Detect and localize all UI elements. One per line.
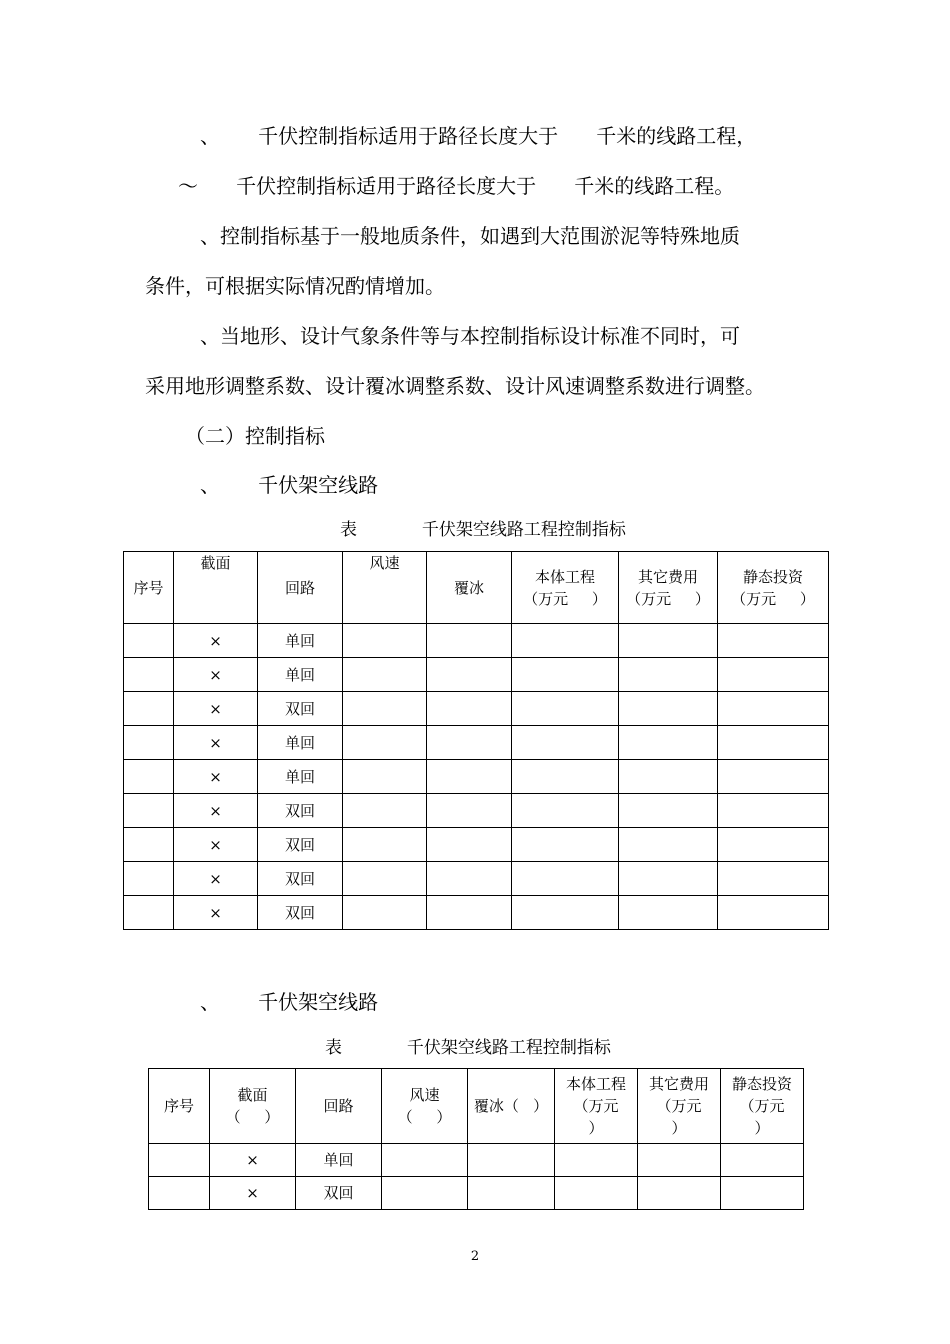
table1-cell — [124, 862, 174, 896]
table2-header-row — [149, 1069, 804, 1144]
table1-cell — [619, 828, 718, 862]
section-heading: （二）控制指标 — [185, 424, 325, 448]
table1-cell — [427, 828, 512, 862]
table2-header-cell: 静态投资 （万元 ） — [721, 1069, 804, 1144]
table1-cell — [512, 794, 619, 828]
table1-cell: × — [174, 726, 258, 760]
table1-cell — [512, 828, 619, 862]
table2-cell — [382, 1177, 468, 1210]
table2-cell — [382, 1144, 468, 1177]
table1-cell — [343, 896, 427, 930]
table1-cell — [718, 658, 829, 692]
table2-cell: 双回 — [296, 1177, 382, 1210]
table1-cell — [124, 726, 174, 760]
table1-cell — [124, 692, 174, 726]
table1-row — [124, 692, 829, 726]
table1-cell — [619, 658, 718, 692]
table1-row — [124, 726, 829, 760]
table1-cell: 双回 — [258, 794, 343, 828]
table1-cell — [343, 726, 427, 760]
table1-cell — [124, 794, 174, 828]
table1-cell — [343, 658, 427, 692]
table2-cell — [555, 1144, 638, 1177]
paragraph-line-5: 、当地形、设计气象条件等与本控制指标设计标准不同时，可 — [200, 324, 740, 348]
table1-cell — [427, 760, 512, 794]
paragraph-line-2: ～ 千伏控制指标适用于路径长度大于 千米的线路工程。 — [178, 174, 735, 198]
table2-cell: × — [210, 1177, 296, 1210]
table1-cell — [124, 828, 174, 862]
table2-cell — [721, 1144, 804, 1177]
table2-header-cell: 序号 — [149, 1069, 210, 1144]
table1-cell — [718, 862, 829, 896]
table1-row — [124, 896, 829, 930]
table1-row — [124, 658, 829, 692]
table2-cell — [555, 1177, 638, 1210]
table1-cell — [619, 624, 718, 658]
table1-cell — [718, 726, 829, 760]
table1-row — [124, 862, 829, 896]
page-number: 2 — [470, 1249, 480, 1264]
table1-cell — [619, 760, 718, 794]
table2-cell — [638, 1177, 721, 1210]
table1-cell — [718, 760, 829, 794]
table1-cell: 双回 — [258, 692, 343, 726]
table1-cell — [343, 760, 427, 794]
table1-cell: 双回 — [258, 896, 343, 930]
table2-row — [149, 1177, 804, 1210]
paragraph-line-1: 、 千伏控制指标适用于路径长度大于 千米的线路工程， — [200, 124, 757, 148]
table1-header-row — [124, 552, 829, 624]
paragraph-line-3: 、控制指标基于一般地质条件，如遇到大范围淤泥等特殊地质 — [200, 224, 740, 248]
table2-cell — [468, 1177, 555, 1210]
table1-cell: 双回 — [258, 862, 343, 896]
table1-cell: 双回 — [258, 828, 343, 862]
table2-header-cell: 本体工程 （万元 ） — [555, 1069, 638, 1144]
table2-cell — [638, 1144, 721, 1177]
table1-cell: 单回 — [258, 658, 343, 692]
table2-header-cell: 覆冰（ ） — [468, 1069, 555, 1144]
table1-row — [124, 624, 829, 658]
table1-cell — [512, 760, 619, 794]
table1-cell — [343, 794, 427, 828]
table1-cell: × — [174, 624, 258, 658]
table1-cell — [427, 624, 512, 658]
table1-cell — [343, 862, 427, 896]
table1-cell — [512, 624, 619, 658]
table1-cell — [427, 726, 512, 760]
table1-header-cell: 风速 — [343, 552, 427, 624]
table1 — [123, 551, 829, 930]
table1-header-cell: 回路 — [258, 552, 343, 624]
table1-header-cell: 本体工程 （万元 ） — [512, 552, 619, 624]
table1-cell — [718, 692, 829, 726]
table2-header-cell: 截面 （ ） — [210, 1069, 296, 1144]
table1-cell — [619, 692, 718, 726]
table1-cell — [718, 828, 829, 862]
table1-cell — [427, 896, 512, 930]
subsection-heading-1: 、 千伏架空线路 — [200, 473, 379, 497]
table1-cell — [718, 794, 829, 828]
table1-cell: × — [174, 896, 258, 930]
table1-caption: 表 千伏架空线路工程控制指标 — [340, 520, 626, 540]
table1-cell — [718, 624, 829, 658]
table1-cell — [512, 726, 619, 760]
table1-cell: 单回 — [258, 726, 343, 760]
table1-header-cell: 序号 — [124, 552, 174, 624]
table1-cell: × — [174, 658, 258, 692]
table1-cell: × — [174, 862, 258, 896]
table1-cell — [512, 862, 619, 896]
table1-cell — [343, 624, 427, 658]
table2-header-cell: 其它费用 （万元 ） — [638, 1069, 721, 1144]
paragraph-line-6: 采用地形调整系数、设计覆冰调整系数、设计风速调整系数进行调整。 — [145, 374, 765, 398]
table1-cell — [427, 794, 512, 828]
table1-cell — [124, 658, 174, 692]
table2-header-cell: 回路 — [296, 1069, 382, 1144]
table1-cell: × — [174, 828, 258, 862]
table2-cell: 单回 — [296, 1144, 382, 1177]
table2-row — [149, 1144, 804, 1177]
table1-cell: 单回 — [258, 624, 343, 658]
table1-cell — [124, 624, 174, 658]
table2-cell — [468, 1144, 555, 1177]
table1-cell — [718, 896, 829, 930]
table2-cell: × — [210, 1144, 296, 1177]
table1-cell: × — [174, 692, 258, 726]
table1-cell — [512, 692, 619, 726]
table1-cell — [619, 794, 718, 828]
table1-cell — [512, 658, 619, 692]
table2 — [148, 1068, 804, 1210]
subsection-heading-2: 、 千伏架空线路 — [200, 990, 379, 1014]
table1-cell: × — [174, 760, 258, 794]
table1-row — [124, 828, 829, 862]
table1-cell — [512, 896, 619, 930]
table1-cell — [427, 692, 512, 726]
table1-row — [124, 794, 829, 828]
table1-cell — [427, 658, 512, 692]
table1-cell — [619, 896, 718, 930]
table2-cell — [149, 1144, 210, 1177]
table1-cell — [124, 896, 174, 930]
table1-row — [124, 760, 829, 794]
table1-header-cell: 其它费用 （万元 ） — [619, 552, 718, 624]
table2-cell — [149, 1177, 210, 1210]
table1-cell — [619, 726, 718, 760]
table1-cell — [427, 862, 512, 896]
table1-header-cell: 覆冰 — [427, 552, 512, 624]
table1-cell — [124, 760, 174, 794]
table1-cell — [343, 828, 427, 862]
table1-header-cell: 静态投资 （万元 ） — [718, 552, 829, 624]
table1-cell — [619, 862, 718, 896]
paragraph-line-4: 条件，可根据实际情况酌情增加。 — [145, 274, 445, 298]
table1-header-cell: 截面 — [174, 552, 258, 624]
table1-cell — [343, 692, 427, 726]
table1-cell: × — [174, 794, 258, 828]
table2-cell — [721, 1177, 804, 1210]
table1-cell: 单回 — [258, 760, 343, 794]
table2-header-cell: 风速 （ ） — [382, 1069, 468, 1144]
table2-caption: 表 千伏架空线路工程控制指标 — [325, 1038, 611, 1058]
